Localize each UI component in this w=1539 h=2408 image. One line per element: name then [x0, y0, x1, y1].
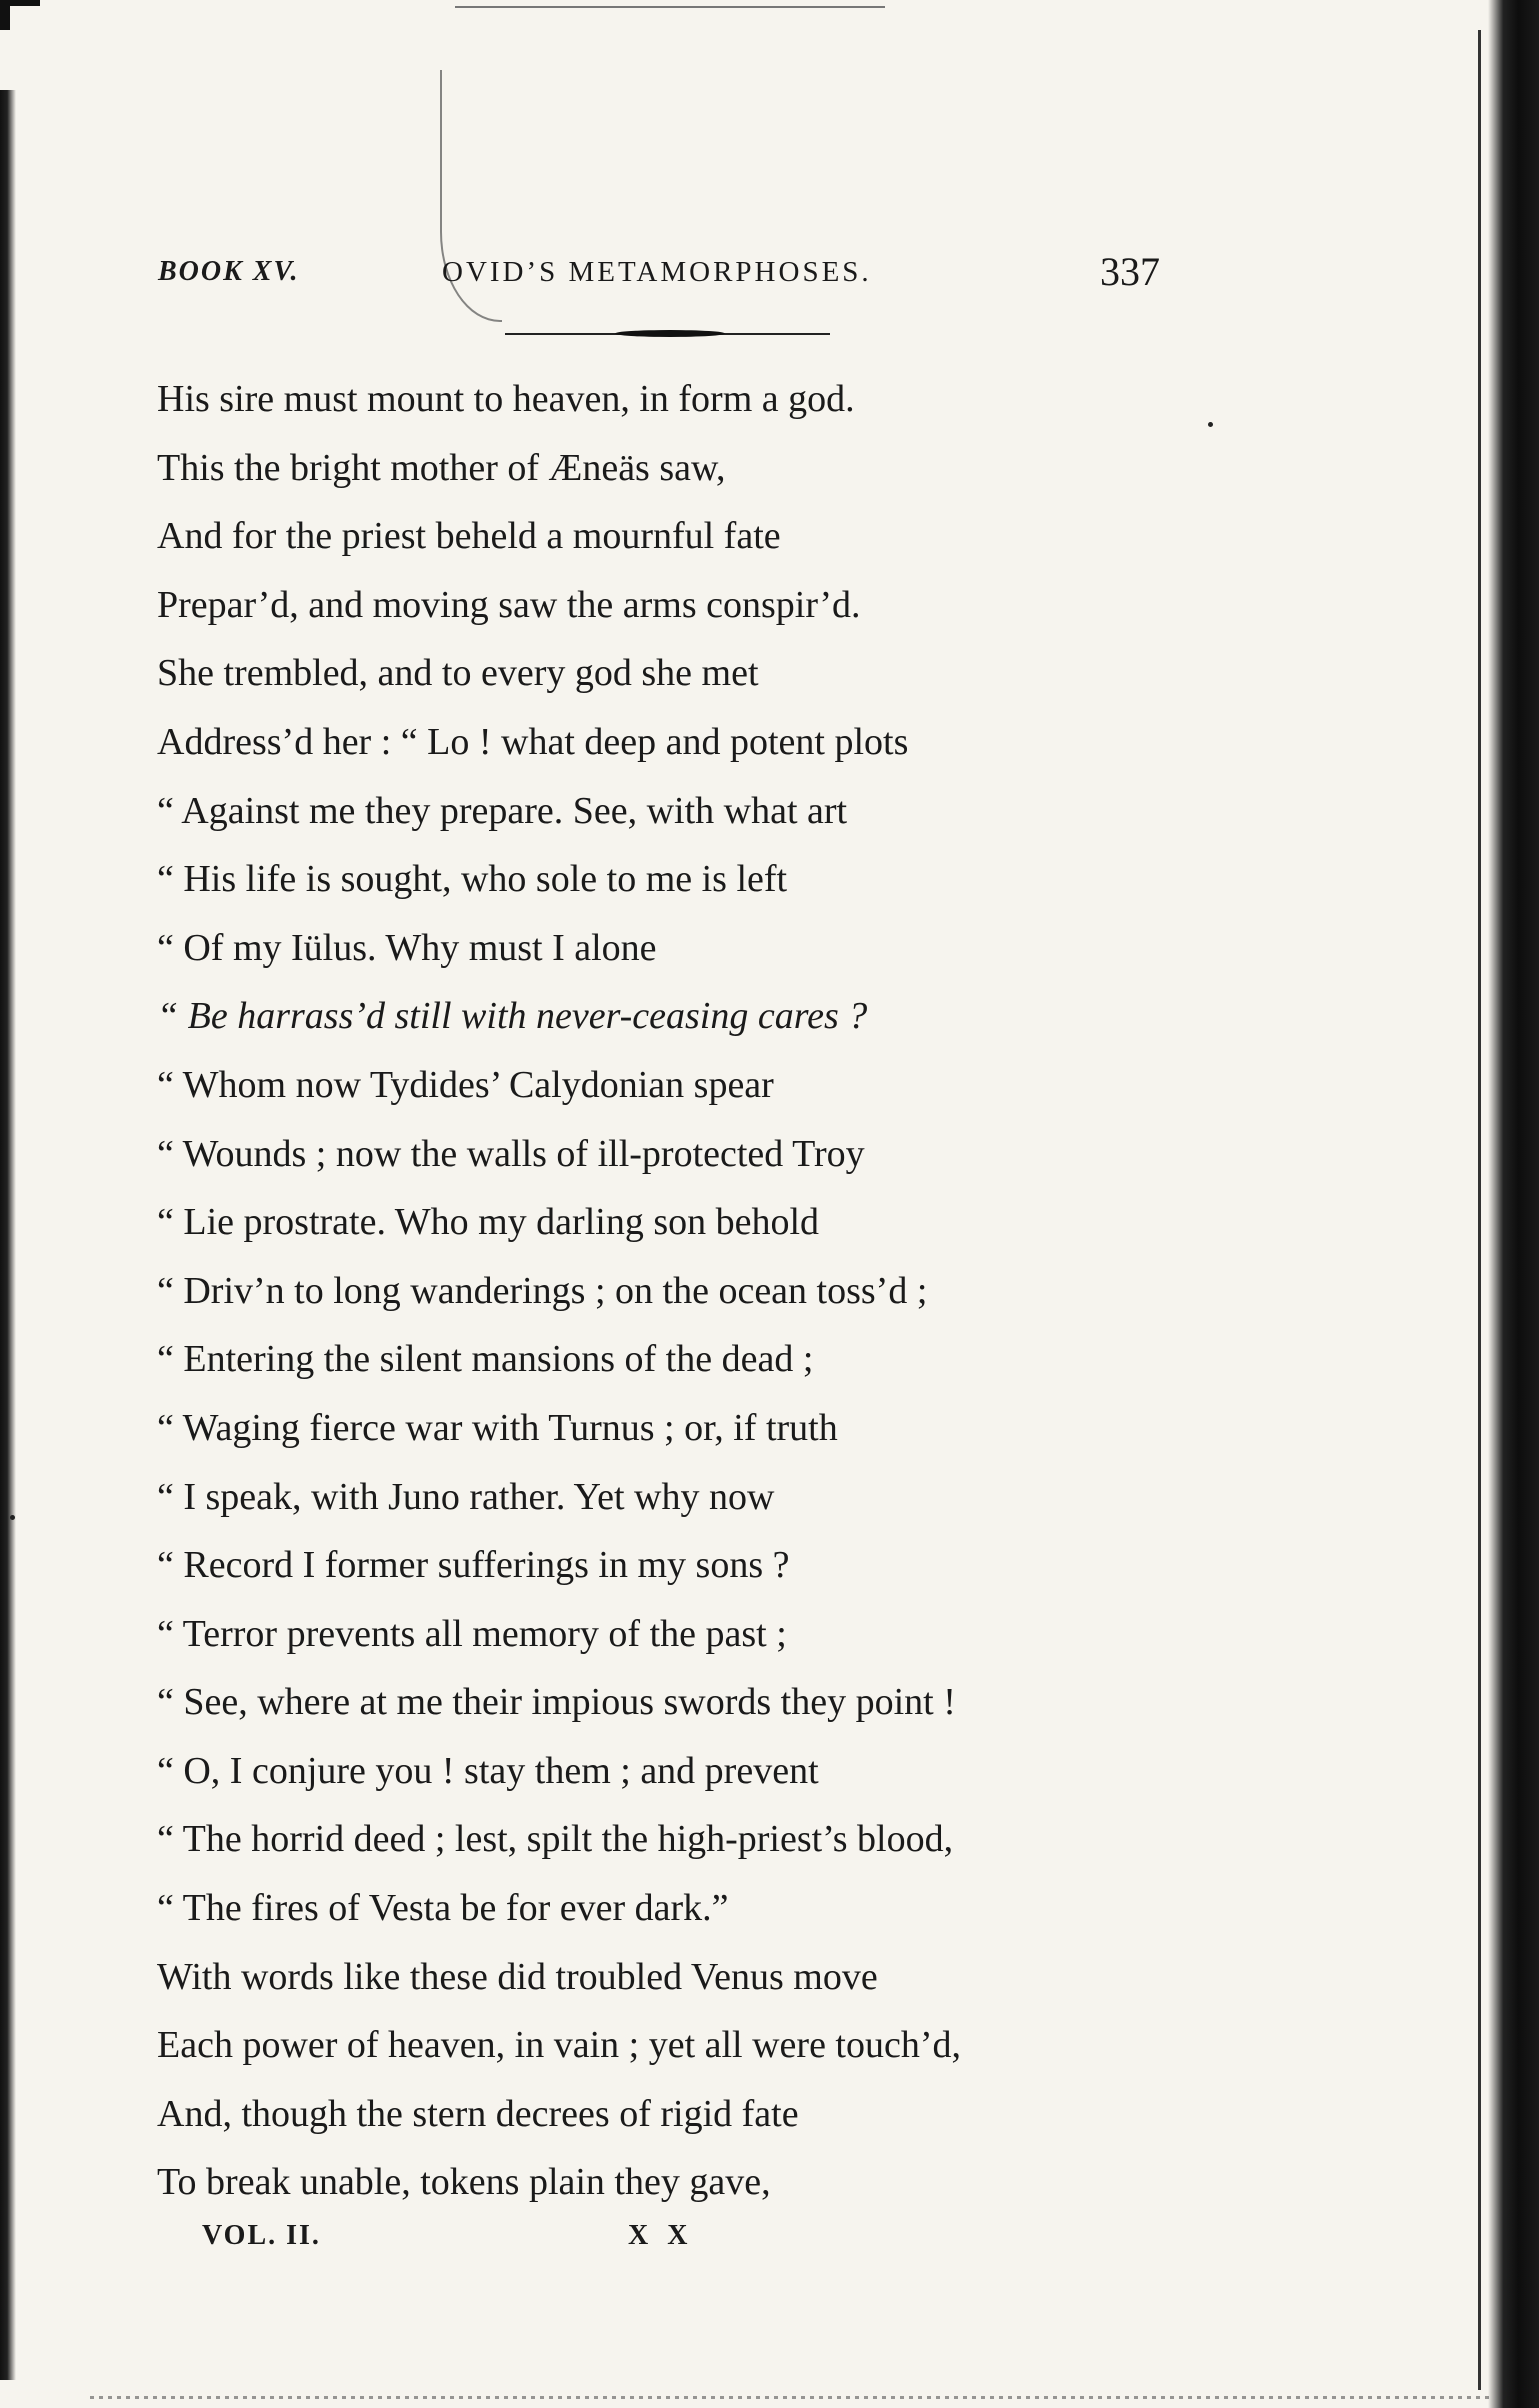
- verse-block: [157, 365, 1157, 2217]
- verse-line: This the bright mother of Æneäs saw,: [157, 446, 726, 489]
- verse-line: “ Be harrass’d still with never-ceasing cares ?: [157, 995, 868, 1038]
- verse-line: His sire must mount to heaven, in form a god.: [157, 378, 855, 420]
- verse-line: “ Against me they prepare. See, with what art: [157, 789, 848, 832]
- verse-line: And, though the stern decrees of rigid fate: [157, 2092, 799, 2135]
- verse-line: And for the priest beheld a mournful fate: [157, 515, 781, 558]
- ink-speck: [10, 1515, 15, 1520]
- signature-mark: X X: [628, 2220, 694, 2251]
- verse-line: “ I speak, with Juno rather. Yet why now: [157, 1475, 775, 1518]
- scan-corner-mark-horizontal: [0, 0, 40, 6]
- verse-line: “ See, where at me their impious swords they point !: [157, 1681, 956, 1724]
- verse-line: Address’d her : “ Lo ! what deep and potent plots: [157, 720, 909, 763]
- page-footer: [0, 2220, 1539, 2260]
- verse-line: “ Of my Iülus. Why must I alone: [157, 926, 657, 969]
- binding-shadow-right: [1488, 0, 1539, 2408]
- verse-line: “ Wounds ; now the walls of ill-protected Troy: [157, 1132, 865, 1175]
- book-label: BOOK XV.: [158, 256, 300, 287]
- verse-line: “ His life is sought, who sole to me is left: [157, 858, 788, 901]
- header-ornament-rule: [505, 330, 830, 338]
- verse-line: “ Record I former sufferings in my sons ?: [157, 1544, 790, 1587]
- verse-line: “ Driv’n to long wanderings ; on the ocean toss’d ;: [157, 1269, 928, 1312]
- verse-line: Each power of heaven, in vain ; yet all were touch’d,: [157, 2024, 962, 2067]
- running-header: [0, 248, 1539, 294]
- verse-line: Prepar’d, and moving saw the arms conspir’d.: [157, 583, 861, 626]
- scan-bottom-noise: [90, 2396, 1490, 2399]
- page-edge-line: [1478, 30, 1481, 2390]
- work-title: OVID’S METAMORPHOSES.: [442, 256, 872, 288]
- verse-line: “ Terror prevents all memory of the past ;: [157, 1612, 787, 1655]
- verse-line: To break unable, tokens plain they gave,: [157, 2161, 771, 2204]
- page-number: 337: [1100, 249, 1160, 294]
- verse-line: “ Entering the silent mansions of the dead ;: [157, 1338, 814, 1381]
- verse-line: “ The horrid deed ; lest, spilt the high-priest’s blood,: [157, 1818, 954, 1861]
- scan-top-line: [455, 6, 885, 8]
- ink-speck: [1208, 422, 1213, 427]
- verse-line: “ Waging fierce war with Turnus ; or, if truth: [157, 1406, 838, 1449]
- verse-line: “ The fires of Vesta be for ever dark.”: [157, 1887, 729, 1930]
- volume-label: VOL. II.: [202, 2220, 321, 2251]
- verse-line: “ Whom now Tydides’ Calydonian spear: [157, 1063, 774, 1106]
- verse-line: With words like these did troubled Venus move: [157, 1955, 878, 1998]
- binding-shadow-left: [0, 90, 16, 2380]
- verse-line: “ O, I conjure you ! stay them ; and prevent: [157, 1749, 819, 1792]
- verse-line: “ Lie prostrate. Who my darling son behold: [157, 1201, 820, 1244]
- ornament-swell: [615, 330, 725, 337]
- verse-line: She trembled, and to every god she met: [157, 652, 759, 695]
